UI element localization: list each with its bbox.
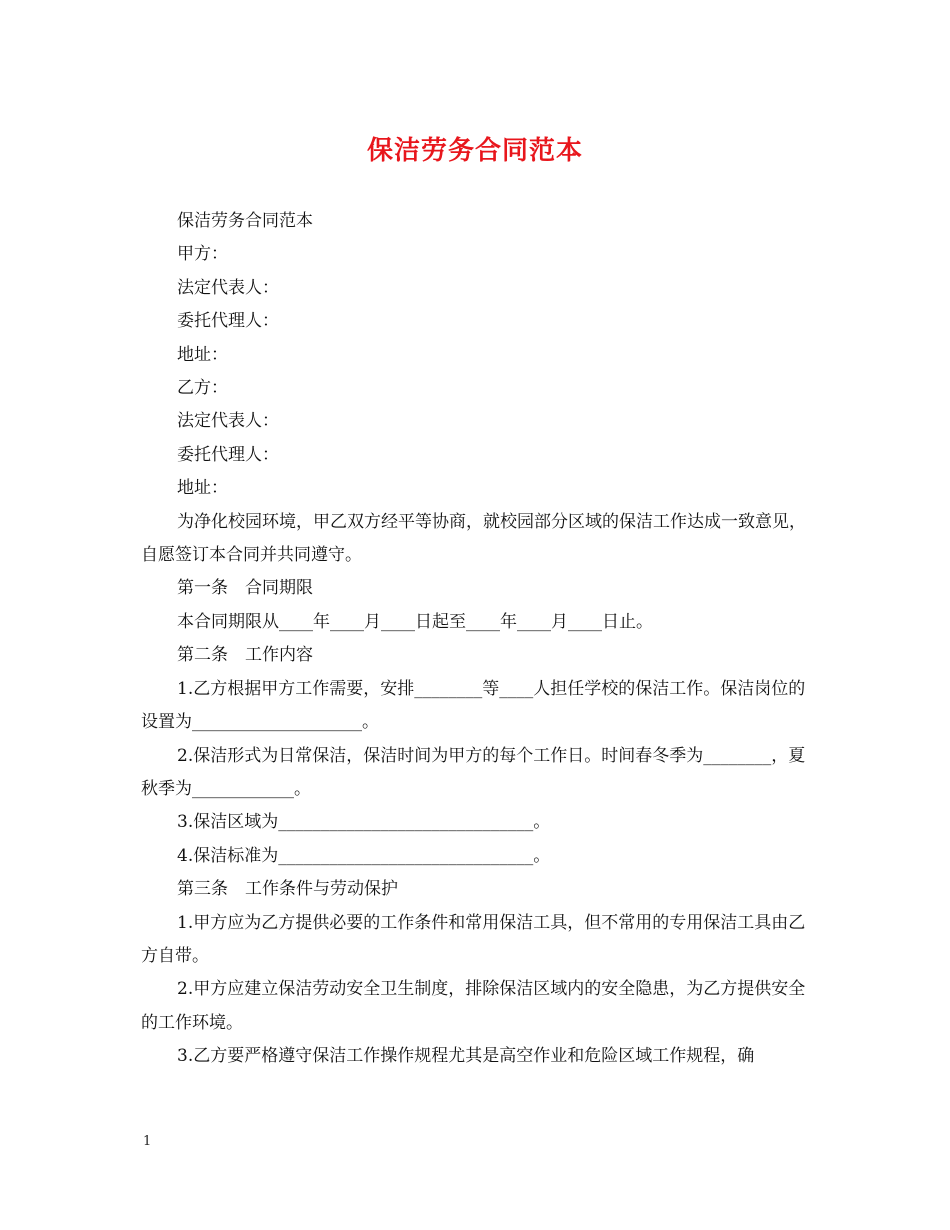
paragraph-party-a-legal-rep: 法定代表人： [177, 277, 279, 298]
article-2-item-2: 2.保洁形式为日常保洁，保洁时间为甲方的每个工作日。时间春冬季为________，夏秋季为____________。 [141, 745, 806, 799]
article-1-heading: 第一条 合同期限 [177, 578, 313, 599]
page-number: 1 [143, 1134, 152, 1149]
paragraph-party-b-legal-rep: 法定代表人： [177, 411, 279, 432]
paragraph-party-a: 甲方： [177, 244, 228, 265]
document-body [141, 205, 811, 1074]
paragraph-preamble: 为净化校园环境，甲乙双方经平等协商，就校园部分区域的保洁工作达成一致意见，自愿签订本合同并共同遵守。 [141, 511, 806, 566]
article-2-item-4: 4.保洁标准为______________________________。 [177, 845, 551, 866]
article-3-item-2: 2.甲方应建立保洁劳动安全卫生制度，排除保洁区域内的安全隐患，为乙方提供安全的工作环境。 [141, 979, 806, 1033]
article-2-item-1: 1.乙方根据甲方工作需要，安排________等____人担任学校的保洁工作。保洁岗位的设置为____________________。 [141, 678, 806, 733]
paragraph-party-b: 乙方： [177, 378, 228, 399]
article-3-item-1: 1.甲方应为乙方提供必要的工作条件和常用保洁工具，但不常用的专用保洁工具由乙方自带。 [141, 912, 806, 966]
article-3-heading: 第三条 工作条件与劳动保护 [177, 879, 398, 900]
article-2-item-3: 3.保洁区域为______________________________。 [177, 812, 551, 833]
article-1-term: 本合同期限从____年____月____日起至____年____月____日止。 [177, 611, 653, 632]
article-3-item-3: 3.乙方要严格遵守保洁工作操作规程尤其是高空作业和危险区域工作规程，确 [177, 1046, 755, 1067]
paragraph-heading: 保洁劳务合同范本 [177, 211, 313, 231]
paragraph-party-b-agent: 委托代理人： [177, 444, 279, 465]
paragraph-party-a-address: 地址： [177, 344, 228, 365]
paragraph-party-b-address: 地址： [177, 478, 228, 499]
document-title: 保洁劳务合同范本 [366, 136, 583, 166]
article-2-heading: 第二条 工作内容 [177, 645, 313, 666]
paragraph-party-a-agent: 委托代理人： [177, 311, 279, 332]
